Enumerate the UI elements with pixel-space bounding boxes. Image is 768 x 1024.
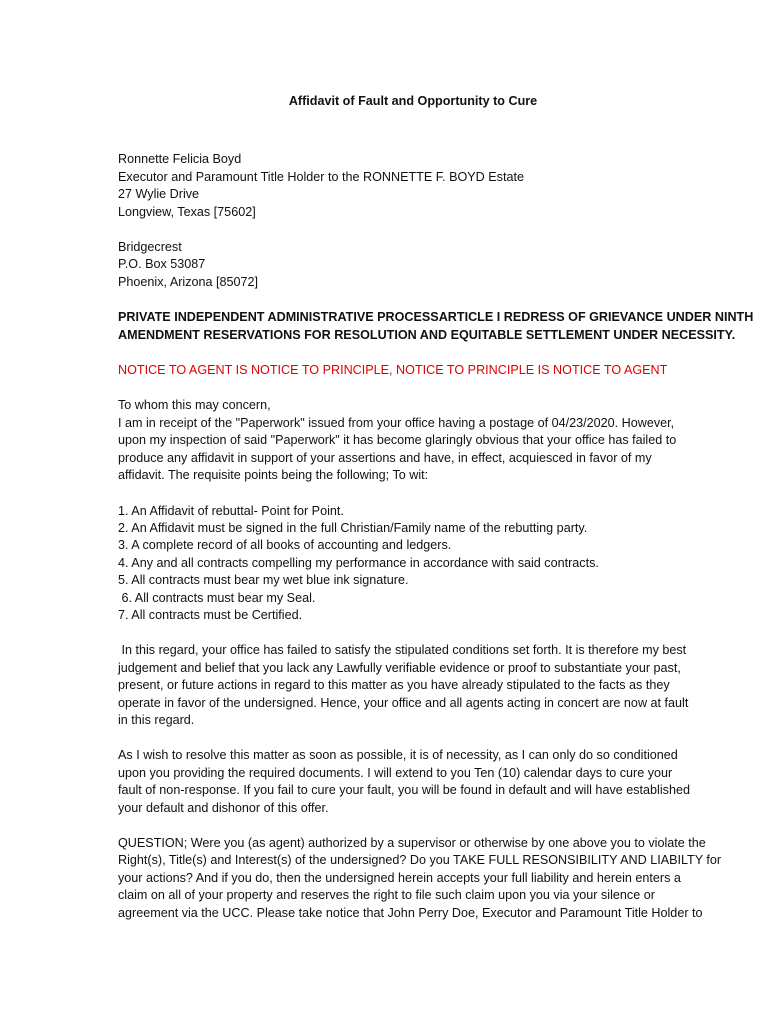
list-item: 2. An Affidavit must be signed in the full Christian/Family name of the rebutting party.: [118, 520, 588, 535]
intro-line: I am in receipt of the "Paperwork" issued from your office having a postage of 04/23/2020. However,: [118, 415, 675, 430]
paragraph-line: As I wish to resolve this matter as soon as possible, it is of necessity, as I can only do so conditioned: [118, 748, 678, 763]
paragraph-line: present, or future actions in regard to this matter as you have already stipulated to the facts as they: [118, 678, 670, 693]
document-title: Affidavit of Fault and Opportunity to Cure: [288, 94, 538, 108]
regard-paragraph: [118, 642, 688, 729]
paragraph-line: QUESTION; Were you (as agent) authorized by a supervisor or otherwise by one above you to violate the: [118, 836, 706, 850]
process-heading-line: AMENDMENT RESERVATIONS FOR RESOLUTION AND EQUITABLE SETTLEMENT UNDER NECESSITY.: [118, 327, 736, 342]
notice-line: NOTICE TO AGENT IS NOTICE TO PRINCIPLE, NOTICE TO PRINCIPLE IS NOTICE TO AGENT: [118, 363, 668, 378]
process-heading-line: PRIVATE INDEPENDENT ADMINISTRATIVE PROCESSARTICLE I REDRESS OF GRIEVANCE UNDER NINTH: [118, 310, 754, 325]
resolve-paragraph: [118, 747, 688, 817]
paragraph-line: your default and dishonor of this offer.: [118, 800, 329, 815]
recipient-city: Phoenix, Arizona [85072]: [118, 274, 259, 289]
sender-street: 27 Wylie Drive: [118, 187, 200, 202]
paragraph-line: Right(s), Title(s) and Interest(s) of the undersigned? Do you TAKE FULL RESONSIBILITY AND LIABILTY for: [118, 853, 722, 868]
paragraph-line: claim on all of your property and reserves the right to file such claim upon you via your silence or: [118, 888, 655, 903]
process-heading: [118, 309, 754, 344]
recipient-name: Bridgecrest: [118, 240, 182, 255]
intro-line: produce any affidavit in support of your assertions and have, in effect, acquiesced in favor of my: [118, 450, 652, 465]
list-item: 7. All contracts must be Certified.: [118, 607, 303, 622]
paragraph-line: agreement via the UCC. Please take notice that John Perry Doe, Executor and Paramount Title Holder to: [118, 905, 703, 920]
question-paragraph: [118, 835, 722, 922]
list-item: 4. Any and all contracts compelling my performance in accordance with said contracts.: [118, 555, 599, 570]
paragraph-line: judgement and belief that you lack any Lawfully verifiable evidence or proof to substantiate your past,: [118, 660, 681, 675]
paragraph-line: in this regard.: [118, 712, 195, 727]
intro-paragraph: [118, 397, 688, 484]
sender-title: Executor and Paramount Title Holder to the RONNETTE F. BOYD Estate: [118, 169, 524, 184]
sender-name: Ronnette Felicia Boyd: [118, 152, 242, 167]
paragraph-line: In this regard, your office has failed to satisfy the stipulated conditions set forth. It is therefore my best: [118, 643, 687, 658]
list-item: 5. All contracts must bear my wet blue ink signature.: [118, 573, 409, 588]
recipient-po-box: P.O. Box 53087: [118, 257, 206, 272]
list-item: 1. An Affidavit of rebuttal- Point for Point.: [118, 503, 344, 518]
paragraph-line: upon you providing the required documents. I will extend to you Ten (10) calendar days to cure your: [118, 765, 673, 780]
list-item: 3. A complete record of all books of accounting and ledgers.: [118, 538, 452, 553]
recipient-address: [118, 239, 688, 291]
intro-line: affidavit. The requisite points being the following; To wit:: [118, 468, 429, 483]
requisite-points-list: [118, 503, 688, 625]
intro-line: upon my inspection of said "Paperwork" it has become glaringly obvious that your office has failed to: [118, 433, 677, 448]
paragraph-line: your actions? And if you do, then the undersigned herein accepts your full liability and herein enters a: [118, 870, 681, 885]
sender-city: Longview, Texas [75602]: [118, 204, 256, 219]
paragraph-line: fault of non-response. If you fail to cure your fault, you will be found in default and will have established: [118, 783, 690, 798]
salutation: To whom this may concern,: [118, 398, 271, 413]
list-item: 6. All contracts must bear my Seal.: [118, 590, 316, 605]
paragraph-line: operate in favor of the undersigned. Hence, your office and all agents acting in concert are now at fault: [118, 695, 689, 710]
sender-address: [118, 151, 688, 221]
